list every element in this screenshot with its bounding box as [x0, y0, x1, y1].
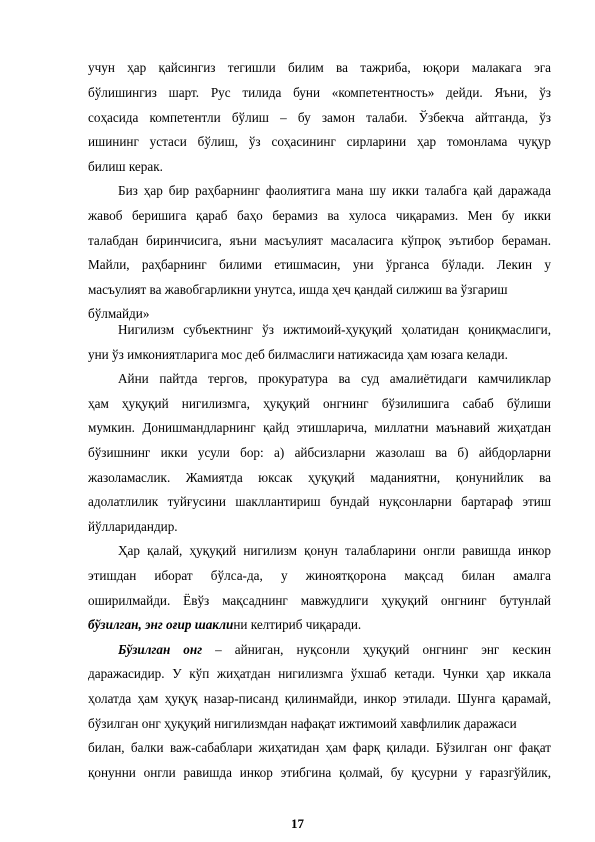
text-line: ҳолатда ҳам ҳуқуқ назар-писанд қилинмайди, инкор этилади. Шунга қарамай,	[88, 691, 551, 706]
text-line: этишдан иборат бўлса-да, у жиноятқорона мақсад билан амалга	[88, 568, 551, 583]
text-line: жазоламаслик. Жамиятда юксак ҳуқуқий маданиятни, қонунийлик ва	[88, 470, 551, 485]
text-fragment: ни келтириб чиқаради.	[233, 617, 362, 632]
paragraph-first-line-with-term	[118, 642, 551, 658]
page-number: 17	[291, 816, 304, 831]
emphasized-term: бўзилган, энг оғир шакли	[88, 617, 234, 632]
text-line: билиш керак.	[88, 159, 163, 174]
paragraph-first-line: Биз ҳар бир раҳбарнинг фаолиятига мана шу икки талабга қай даражада	[118, 183, 551, 198]
text-line: бўлишингиз шарт. Рус тилида буни «компетентность» дейди. Яъни, ўз	[88, 85, 551, 100]
text-line: адолатлилик туйғусини шакллантириш бундай нуқсонларни бартараф этиш	[88, 494, 551, 509]
text-line: масъулият ва жавобгарликни унутса, ишда ҳеч қандай силжиш ва ўзгариш	[88, 282, 508, 297]
text-line: бўлмайди»	[88, 306, 150, 321]
text-line: мумкин. Донишмандларнинг қайд этишларича, миллатни маънавий жиҳатдан	[88, 420, 551, 435]
text-line: қонунни онгли равишда инкор этибгина қолмай, бу қусурни у ғаразгўйлик,	[88, 765, 551, 780]
text-line-with-emphasis	[88, 617, 551, 633]
text-line: бўзишнинг икки усули бор: а) айбсизларни жазолаш ва б) айбдорларни	[88, 445, 551, 460]
text-line: даражасидир. У кўп жиҳатдан нигилизмга ўхшаб кетади. Чунки ҳар иккала	[88, 666, 551, 681]
paragraph-first-line: Ҳар қалай, ҳуқуқий нигилизм қонун талабларини онгли равишда инкор	[118, 543, 551, 558]
text-line: талабдан биринчисига, яъни масъулият масаласига кўпроқ эътибор бераман.	[88, 233, 551, 248]
paragraph-first-line: Айни пайтда тергов, прокуратура ва суд амалиётидаги камчиликлар	[118, 371, 551, 386]
text-fragment: – айниган, нуқсонли ҳуқуқий онгнинг энг кескин	[215, 642, 551, 657]
text-line: учун ҳар қайсингиз тегишли билим ва тажриба, юқори малакага эга	[88, 60, 551, 75]
text-line: ишининг устаси бўлиш, ўз соҳасининг сирларини ҳар томонлама чуқур	[88, 134, 551, 149]
text-line: жавоб беришига қараб баҳо берамиз ва хулоса чиқарамиз. Мен бу икки	[88, 208, 551, 223]
text-line: ҳам ҳуқуқий нигилизмга, ҳуқуқий онгнинг бўзилишига сабаб бўлиши	[88, 396, 551, 411]
text-line: бўзилган онг ҳуқуқий нигилизмдан нафақат ижтимоий хавфлилик даражаси	[88, 716, 517, 731]
paragraph-first-line: Нигилизм субъектнинг ўз ижтимоий-ҳуқуқий ҳолатидан қониқмаслиги,	[118, 322, 551, 337]
text-line: соҳасида компетентли бўлиш – бу замон талаби. Ўзбекча айтганда, ўз	[88, 110, 551, 125]
text-line: йўлларидандир.	[88, 519, 178, 534]
text-line: билан, балки важ-сабаблари жиҳатидан ҳам фарқ қилади. Бўзилган онг фақат	[88, 740, 551, 755]
text-line: уни ўз имкониятларига мос деб билмаслиги натижасида ҳам юзага келади.	[88, 347, 508, 362]
term-heading: Бўзилган онг	[118, 642, 203, 657]
text-line: оширилмайди. Ёвўз мақсаднинг мавжудлиги ҳуқуқий онгнинг бутунлай	[88, 593, 551, 608]
text-line: Майли, раҳбарнинг билими етишмасин, уни ўрганса бўлади. Лекин у	[88, 257, 551, 272]
